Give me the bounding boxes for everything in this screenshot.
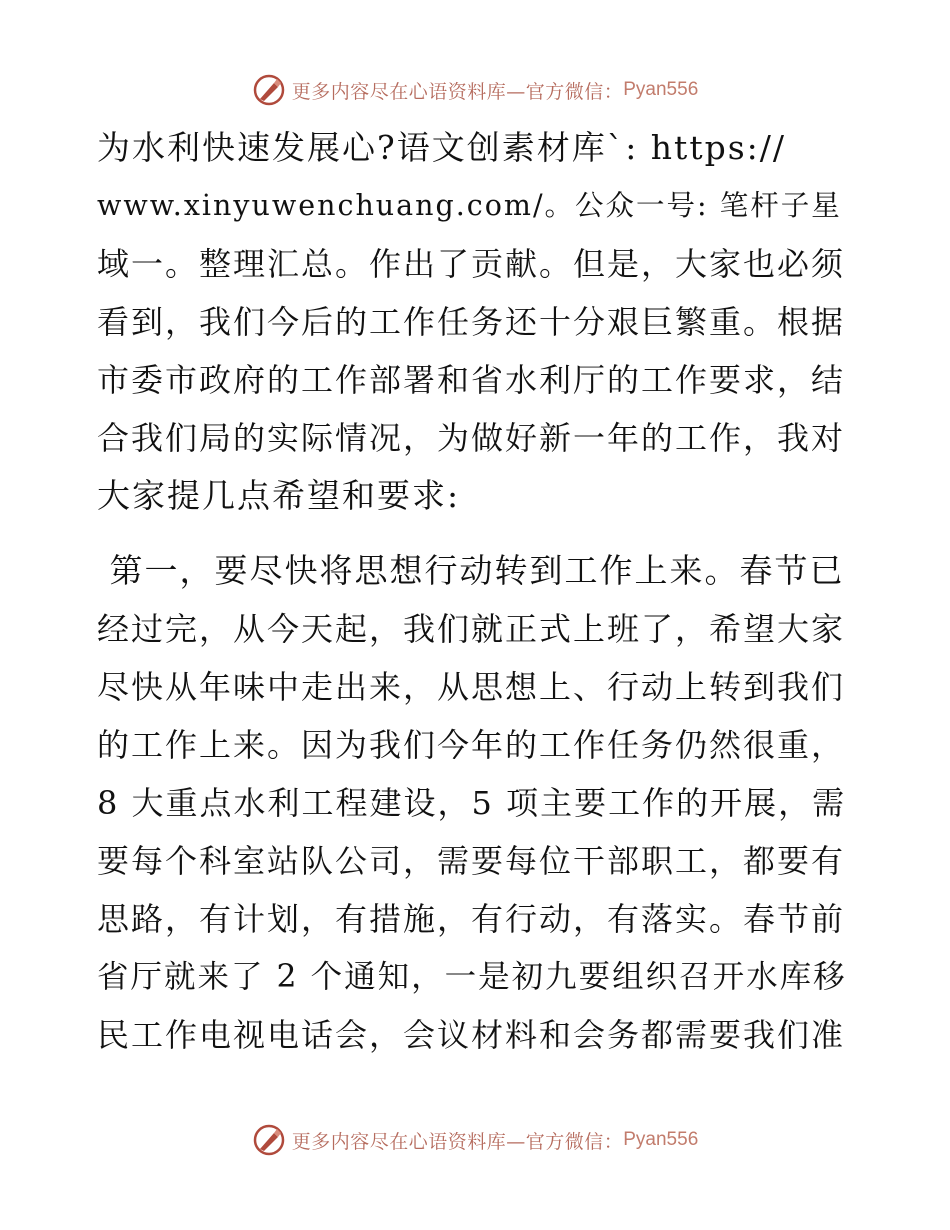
text-line: 思路，有计划，有措施，有行动，有落实。春节前 — [97, 900, 846, 938]
footer-banner — [0, 1120, 950, 1160]
text-line: 第一，要尽快将思想行动转到工作上来。春节已 — [97, 551, 845, 590]
text-line: 省厅就来了 2 个通知，一是初九要组织召开水库移 — [97, 959, 847, 995]
text-line: 大家提几点希望和要求: — [97, 476, 461, 515]
header-banner-text: 更多内容尽在心语资料库—官方微信： — [291, 80, 624, 103]
text-line: 的工作上来。因为我们今年的工作任务仍然很重， — [97, 726, 846, 764]
text-line: 为水利快速发展心?语文创素材库`: https:// — [97, 128, 786, 167]
header-banner — [0, 70, 950, 110]
pen-logo-icon — [252, 73, 286, 107]
text-line: 尽快从年味中走出来，从思想上、行动上转到我们 — [97, 668, 846, 706]
footer-banner-text: 更多内容尽在心语资料库—官方微信： — [291, 1130, 624, 1153]
pen-logo-icon — [252, 1123, 286, 1157]
text-line: 要每个科室站队公司，需要每位干部职工，都要有 — [97, 842, 846, 880]
text-line: 域一。整理汇总。作出了贡献。但是，大家也必须 — [97, 245, 846, 283]
text-line: 经过完，从今天起，我们就正式上班了，希望大家 — [97, 610, 846, 648]
header-banner-wechat-id: Pyan556 — [623, 79, 699, 100]
text-line: 8 大重点水利工程建设，5 项主要工作的开展，需 — [97, 784, 847, 822]
text-line: 看到，我们今后的工作任务还十分艰巨繁重。根据 — [97, 303, 846, 341]
text-line: www.xinyuwenchuang.com/。公众一号: 笔杆子星 — [97, 189, 842, 222]
text-line: 民工作电视电话会，会议材料和会务都需要我们准 — [97, 1016, 846, 1054]
footer-banner-wechat-id: Pyan556 — [623, 1129, 699, 1150]
text-line: 市委市政府的工作部署和省水利厅的工作要求，结 — [97, 361, 846, 399]
text-line: 合我们局的实际情况，为做好新一年的工作，我对 — [97, 419, 846, 457]
